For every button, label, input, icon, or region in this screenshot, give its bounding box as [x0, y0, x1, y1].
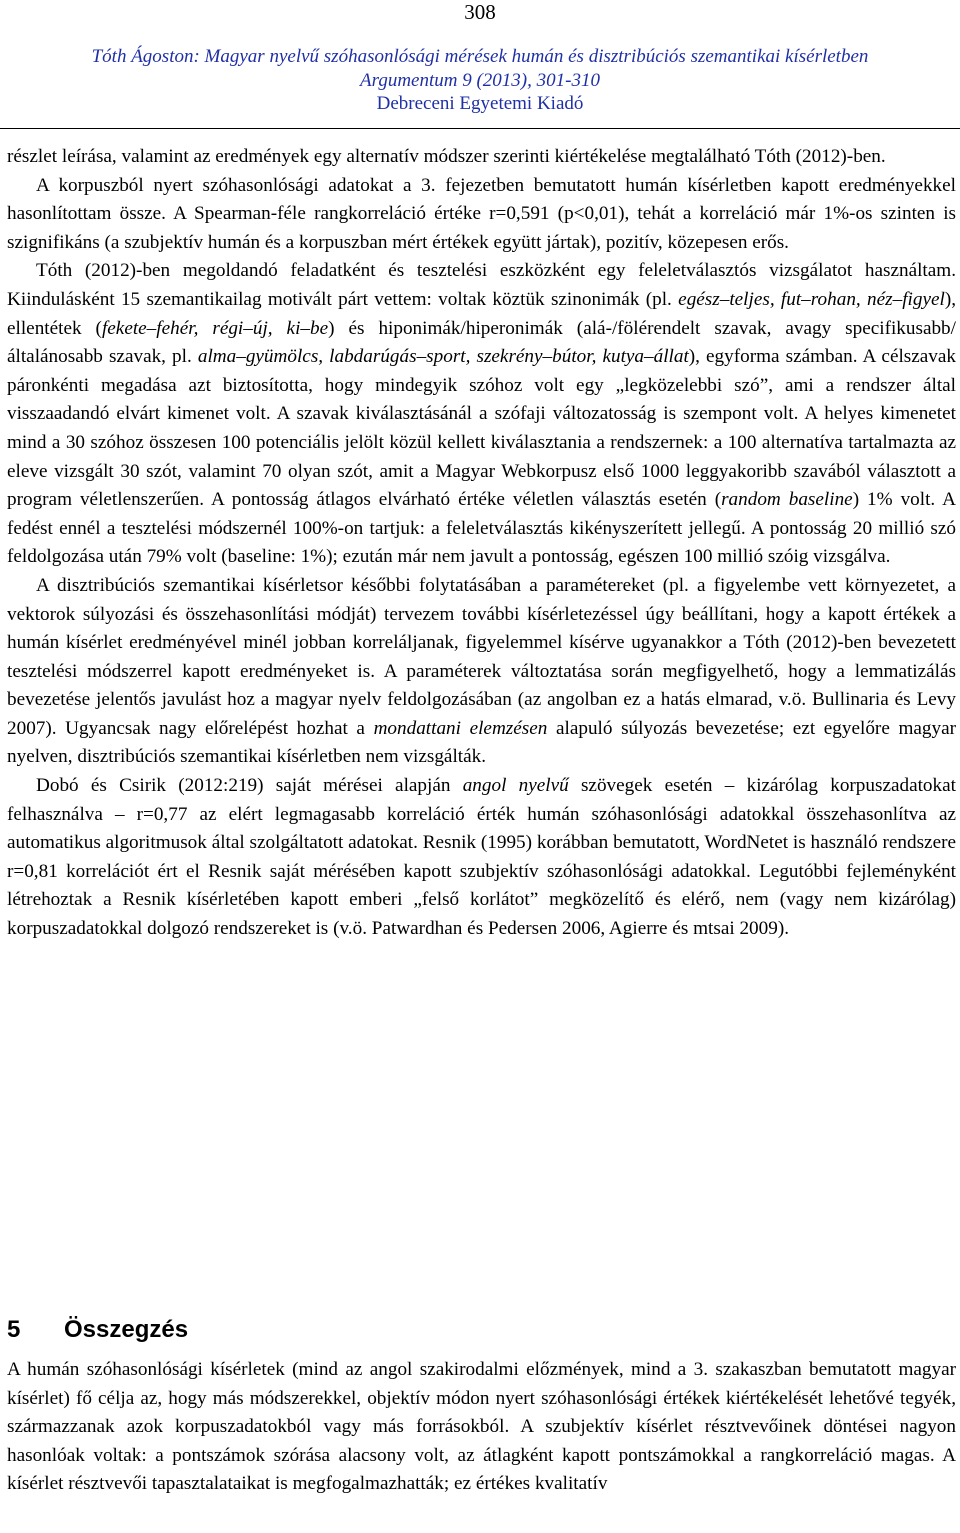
paragraph-5-italic: angol nyelvű — [462, 775, 569, 797]
paragraph-1: részlet leírása, valamint az eredmények egy alternatív módszer szerinti kiértékelése megtalálható Tóth (2012)-ben. — [7, 146, 886, 167]
paragraph-3-italic-baseline: random baseline — [721, 489, 853, 511]
section-heading — [7, 1315, 188, 1345]
paragraph-3-italic-hyponyms: alma–gyümölcs, labdarúgás–sport, szekrény–bútor, kutya–állat — [197, 346, 689, 368]
paragraph-3-text-e: ) 1% volt. A fedést ennél a tesztelési módszernél 100%-on tartjuk: a feleletválasztás kikényszerített jellegű. A pontosság 20 millió szó feldolgozása után 79% volt (baseline: 1%); ezután már nem javult a pontosság, egészen 100 millió szóig vizsgálva. — [7, 489, 956, 568]
section-paragraph: A humán szóhasonlósági kísérletek (mind az angol szakirodalmi előzmények, mind a 3. szakaszban bemutatott magyar kísérlet) fő célja az, hogy más módszerekkel, objektív módon nyert szóhasonlósági értékek kiértékelését lehetővé tegyék, származzanak azok korpuszadatokból vagy más forrásokból. A szubjektív kísérlet résztvevőinek döntései nagyon hasonlóak voltak: a pontszámok szórása alacsony volt, az átlagként kapott pontszámokkal a rangkorreláció magas. A kísérlet résztvevői tapasztalataikat is megfogalmazhatták; ez értékes kvalitatív — [7, 1359, 956, 1495]
paragraph-4 — [7, 572, 956, 772]
running-header — [0, 45, 960, 116]
paragraph-5-text-a: Dobó és Csirik (2012:219) saját mérései alapján — [36, 775, 463, 797]
paragraph-5 — [7, 772, 956, 944]
section-title: Összegzés — [64, 1316, 189, 1343]
header-journal: Argumentum 9 (2013), 301-310 — [360, 69, 600, 91]
header-publisher: Debreceni Egyetemi Kiadó — [376, 93, 584, 114]
paragraph-4-text-b: alapuló súlyozás bevezetése; ezt egyelőre magyar nyelven, disztribúciós szemantikai kísérletben nem vizsgálták. — [7, 717, 956, 768]
main-text — [7, 143, 956, 944]
section-number: 5 — [7, 1316, 21, 1343]
header-divider — [0, 128, 960, 129]
paragraph-4-text-a: A disztribúciós szemantikai kísérletsor későbbi folytatásában a paramétereket (pl. a figyelembe vett környezetet, a vektorok súlyozási és összehasonlítási módját) tervezem további kísérletezéssel úgy beállítani, hogy a kapott értékek a humán kísérlet eredményével minél jobban korreláljanak, figyelemmel kísérve ugyanakkor a Tóth (2012)-ben bevezetett tesztelési módszerrel kapott eredményeket is. A paraméterek változtatása során megfigyelhető, hogy a lemmatizálás bevezetése jelentős javulást hoz a magyar nyelv feldolgozásában (az angolban ez a hatás elmarad, v.ö. Bullinaria és Levy 2007). Ugyancsak nagy előrelépést hozhat a — [7, 574, 956, 739]
paragraph-3 — [7, 257, 956, 572]
paragraph-2: A korpuszból nyert szóhasonlósági adatokat a 3. fejezetben bemutatott humán kísérletben kapott eredményekkel hasonlítottam össze. A Spearman-féle rangkorreláció értéke r=0,591 (p<0,01), tehát a korreláció már 1%-os szinten is szignifikáns (a szubjektív humán és a korpuszban mért értékek együtt jártak), pozitív, közepesen erős. — [7, 174, 956, 253]
paragraph-5-text-b: szövegek esetén – kizárólag korpuszadatokat felhasználva – r=0,77 az elért legmagasabb korreláció érték humán szóhasonlósági adatokkal összehasonlítva az automatikus algoritmusok által szolgáltatott adatokat. Resnik (1995) korábban bemutatott, WordNetet is használó rendszere r=0,81 korrelációt ért el Resnik saját mérésében kapott szubjektív szóhasonlósági adatokkal. Legutóbbi fejleményként létrehoztak a Resnik kísérletében kapott emberi „felső korlátot” megközelítő és elérő, nem (vagy nem kizárólag) korpuszadatokkal dolgozó rendszereket is (v.ö. Patwardhan és Pedersen 2006, Agierre és mtsai 2009). — [7, 775, 956, 940]
paragraph-3-italic-antonyms: fekete–fehér, régi–új, ki–be — [101, 317, 329, 339]
paragraph-4-italic: mondattani elemzésen — [373, 717, 548, 739]
header-citation: Tóth Ágoston: Magyar nyelvű szóhasonlósági mérések humán és disztribúciós szemantikai kísérletben — [91, 46, 869, 67]
paragraph-3-text-a: Tóth (2012)-ben megoldandó feladatként és tesztelési eszközként egy feleletválasztós vizsgálatot használtam. Kiindulásként 15 szemantikailag motivált párt vettem: voltak köztük szinonimák (pl. — [7, 260, 956, 310]
paragraph-3-italic-synonyms: egész–teljes, fut–rohan, néz–figyel — [678, 288, 945, 310]
page-number: 308 — [464, 0, 496, 24]
section-text — [7, 1356, 956, 1499]
paragraph-3-text-c: ) és hiponimák/hiperonimák (alá-/fölérendelt szavak, avagy specifikusabb/általánosabb szavak, pl. — [7, 317, 956, 368]
paragraph-3-text-d: ), egyforma számban. A célszavak páronkénti megadása azt biztosította, hogy mindegyik szóhoz volt egy „legközelebbi szó”, ami a rendszer által visszaadandó elvárt kimenet volt. A szavak kiválasztásánál a szófaji változatosság is szempont volt. A helyes kimenetet mind a 30 szóhoz összesen 100 potenciális jelölt közül kellett kiválasztania a rendszernek: a 100 alternatíva tartalmazta az eleve vizsgált 30 szót, valamint 70 olyan szót, amit a Magyar Webkorpusz első 1000 leggyakoribb szavából választott a program véletlenszerűen. A pontosság átlagos elvárható értéke véletlen választás esetén ( — [7, 346, 956, 511]
paragraph-3-text-b: ), ellentétek ( — [7, 288, 957, 339]
